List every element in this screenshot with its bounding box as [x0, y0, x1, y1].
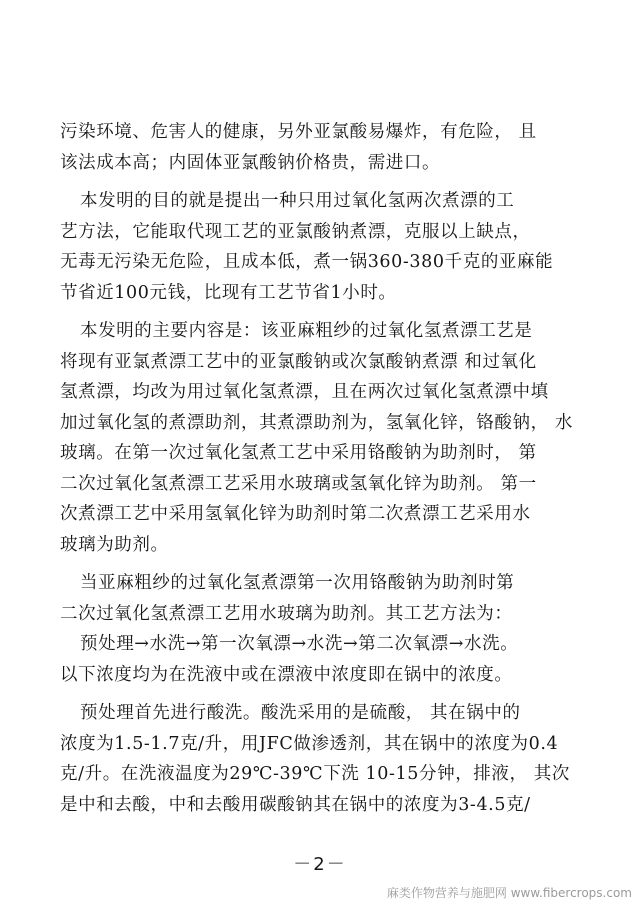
- paragraph: [60, 568, 590, 690]
- text-line: 预处理→水洗→第一次氧漂→水洗→第二次氧漂→水洗。: [80, 634, 519, 654]
- text-line: 浓度为1.5-1.7克/升，用JFC做渗透剂，其在锅中的浓度为0.4: [60, 733, 559, 754]
- text-line: 本发明的主要内容是：该亚麻粗纱的过氧化氢煮漂工艺是: [80, 321, 533, 341]
- text-line: 玻璃为助剂。: [60, 534, 169, 555]
- text-line: 加过氧化氢的煮漂助剂，其煮漂助剂为，氢氧化锌，铬酸钠， 水: [60, 412, 573, 433]
- text-line: 氢煮漂，均改为用过氧化氢煮漂，且在两次过氧化氢煮漂中填: [60, 382, 549, 402]
- paragraph: [60, 316, 590, 560]
- text-line: 是中和去酸，中和去酸用碳酸钠其在锅中的浓度为3-4.5克/: [60, 794, 531, 815]
- page-number: －2－: [293, 854, 347, 875]
- text-line: 克/升。在洗液温度为29℃-39℃下洗 10-15分钟，排液， 其次: [60, 764, 570, 784]
- paragraph: [60, 698, 590, 820]
- text-line: 以下浓度均为在洗液中或在漂液中浓度即在锅中的浓度。: [60, 664, 513, 685]
- text-line: 该法成本高；内固体亚氯酸钠价格贵，需进口。: [60, 152, 441, 173]
- text-line: 将现有亚氯煮漂工艺中的亚氯酸钠或次氯酸钠煮漂 和过氧化: [60, 351, 537, 372]
- watermark: 麻类作物营养与施肥网 www.fibercrops.com: [386, 886, 632, 900]
- text-line: 艺方法，它能取代现工艺的亚氯酸钠煮漂，克服以上缺点，: [60, 221, 531, 242]
- text-line: 二次过氧化氢煮漂工艺用水玻璃为助剂。其工艺方法为：: [60, 603, 513, 624]
- text-line: 本发明的目的就是提出一种只用过氧化氢两次煮漂的工: [80, 191, 515, 211]
- text-line: 次煮漂工艺中采用氢氧化锌为助剂时第二次煮漂工艺采用水: [60, 504, 531, 524]
- body-text: [60, 117, 590, 820]
- text-line: 节省近100元钱，比现有工艺节省1小时。: [60, 282, 397, 303]
- paragraph: [60, 117, 590, 178]
- text-line: 当亚麻粗纱的过氧化氢煮漂第一次用铬酸钠为助剂时第: [80, 573, 515, 593]
- text-line: 玻璃。在第一次过氧化氢煮工艺中采用铬酸钠为助剂时， 第: [60, 443, 537, 463]
- text-line: 无毒无污染无危险，且成本低，煮一锅360-380千克的亚麻能: [60, 252, 554, 272]
- text-line: 预处理首先进行酸洗。酸洗采用的是硫酸， 其在锅中的: [80, 703, 521, 723]
- paragraph: [60, 186, 590, 308]
- text-line: 污染环境、危害人的健康，另外亚氯酸易爆炸，有危险， 且: [60, 122, 537, 142]
- text-line: 二次过氧化氢煮漂工艺采用水玻璃或氢氧化锌为助剂。 第一: [60, 473, 537, 494]
